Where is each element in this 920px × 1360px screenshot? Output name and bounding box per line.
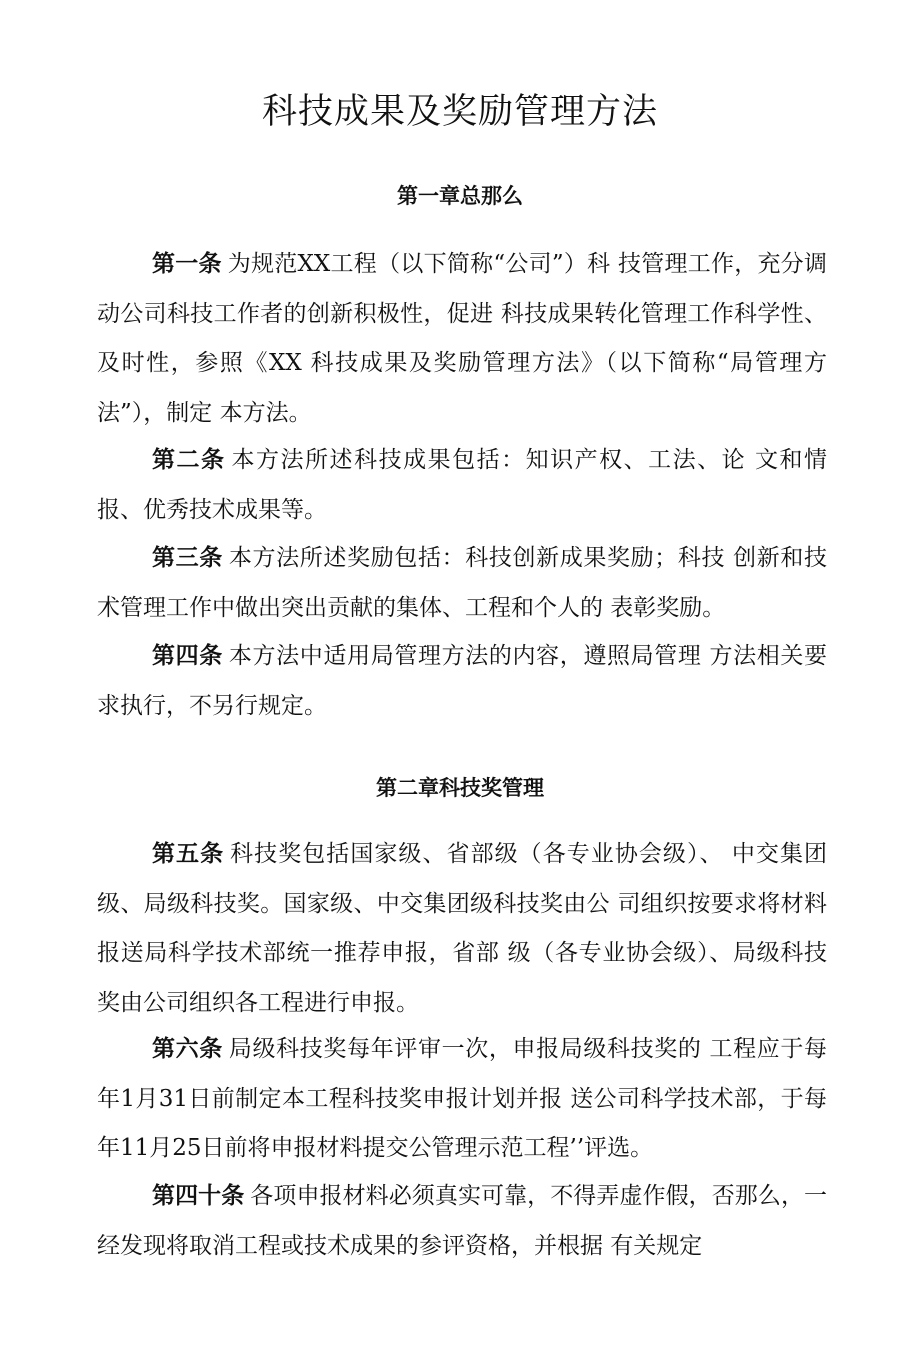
article-6 (97, 1025, 827, 1174)
article-40 (97, 1172, 827, 1271)
article-1 (97, 240, 827, 438)
chapter-1-heading: 第一章总那么 (397, 184, 523, 208)
article-40-label: 第四十条 (152, 1183, 245, 1209)
article-1-text: 为规范XX工程（以下简称“公司”）科 技管理工作，充分调动公司科技工作者的创新积极性，促进 科技成果转化管理工作科学性、及时性，参照《XX 科技成果及奖励管理方法》（以下简称“局管理方法”），制定 本方法。 (97, 251, 828, 426)
article-2-text: 本方法所述科技成果包括：知识产权、工法、论 文和情报、优秀技术成果等。 (97, 447, 828, 523)
article-4-text: 本方法中适用局管理方法的内容，遵照局管理 方法相关要求执行，不另行规定。 (97, 643, 828, 719)
article-6-label: 第六条 (152, 1036, 223, 1062)
article-6-text: 局级科技奖每年评审一次，申报局级科技奖的 工程应于每年1月31日前制定本工程科技奖申报计划并报 送公司科学技术部，于每年11月25日前将申报材料提交公管理示范工程’’评选。 (97, 1036, 828, 1161)
article-3-label: 第三条 (152, 545, 223, 571)
article-1-label: 第一条 (152, 251, 222, 277)
article-2 (97, 436, 827, 535)
article-2-label: 第二条 (152, 447, 226, 473)
article-3 (97, 534, 827, 633)
chapter-2-heading: 第二章科技奖管理 (376, 776, 544, 800)
article-5-text: 科技奖包括国家级、省部级（各专业协会级）、 中交集团级、局级科技奖。国家级、中交集团级科技奖由公 司组织按要求将材料报送局科学技术部统一推荐申报，省部 级（各专业协会级）、局级科技奖由公司组织各工程进行申报。 (97, 841, 828, 1016)
document-title: 科技成果及奖励管理方法 (261, 92, 658, 132)
article-4 (97, 632, 827, 731)
article-40-text: 各项申报材料必须真实可靠，不得弄虚作假，否那么，一经发现将取消工程或技术成果的参评资格，并根据 有关规定 (97, 1183, 828, 1259)
article-5-label: 第五条 (152, 841, 225, 867)
article-5 (97, 830, 827, 1028)
article-4-label: 第四条 (152, 643, 223, 669)
article-3-text: 本方法所述奖励包括：科技创新成果奖励；科技 创新和技术管理工作中做出突出贡献的集体、工程和个人的 表彰奖励。 (97, 545, 828, 621)
